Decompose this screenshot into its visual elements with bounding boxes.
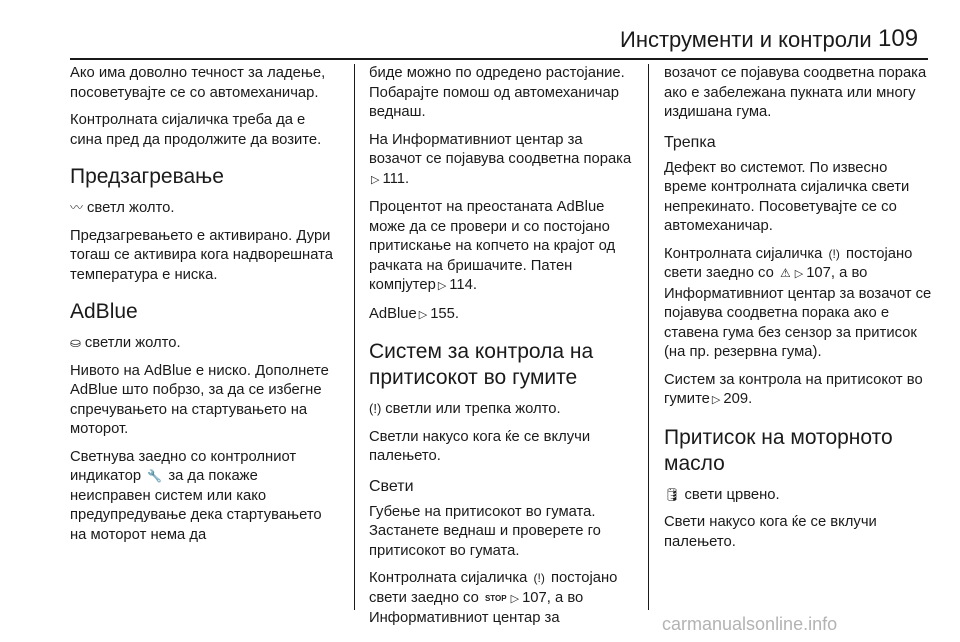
page-reference[interactable]: 209. — [723, 391, 753, 407]
watermark: carmanualsonline.info — [662, 614, 838, 634]
stop-icon: STOP — [484, 593, 507, 603]
warning-triangle-icon: ⚠ — [779, 266, 791, 280]
subheading-flashing: Трепка — [664, 133, 716, 151]
text: Процентот на преостаната AdBlue може да се провери и со постојано притискање на копчето на крајот од рачката на бришачите. Патен компјутер — [369, 199, 616, 293]
reference-arrow-icon: ▷ — [437, 280, 447, 292]
engine-wrench-icon: 🔧 — [147, 469, 163, 483]
text: Светнува заедно со контролниот индикатор — [70, 448, 297, 484]
text: На Информативниот центар за возачот се појавува соодветна порака — [369, 131, 632, 167]
header-rule — [70, 58, 928, 60]
column-3 — [664, 64, 932, 560]
column-divider-1 — [354, 64, 355, 610]
reference-arrow-icon: ▷ — [371, 173, 380, 186]
page-reference[interactable]: 107, а во Информативниот центар за возачот се појавува соодветна порака ако е ставена гума без сензор за притисок (на пр. резервна гума). — [664, 265, 932, 360]
adblue-icon: ⛀ — [70, 335, 81, 350]
paragraph: Контролната сијаличка треба да е сина пред да продолжите да возите. — [70, 112, 322, 148]
reference-arrow-icon: ▷ — [794, 268, 804, 280]
column-1 — [70, 64, 338, 553]
reference-arrow-icon: ▷ — [711, 394, 721, 406]
text: постојано свети заедно со — [369, 570, 618, 606]
page-number: 109 — [878, 25, 919, 52]
column-divider-2 — [648, 64, 649, 610]
paragraph — [369, 131, 637, 191]
tire-pressure-icon: (!) — [533, 571, 545, 585]
oil-can-icon: 🛢 — [664, 486, 681, 502]
paragraph: Предзагревањето е активирано. Дури тогаш се активира кога надворешната температура е ниска. — [70, 227, 333, 283]
glow-plug-icon: 〰 — [70, 200, 84, 215]
column-2 — [369, 64, 637, 637]
text: светли или трепка жолто. — [385, 401, 561, 417]
paragraph — [369, 198, 637, 297]
paragraph — [369, 305, 637, 326]
text: Контролната сијаличка — [369, 570, 528, 586]
paragraph: Дефект во системот. По извесно време контролната сијаличка свети непрекинато. Посоветувајте се со автомеханичар. — [664, 159, 910, 234]
text: Систем за контрола на притисокот во гумите — [664, 371, 923, 407]
paragraph — [664, 245, 932, 363]
section-title: Инструменти и контроли — [620, 27, 872, 52]
paragraph: Светли накусо кога ќе се вклучи палењето. — [369, 428, 591, 464]
paragraph — [664, 371, 932, 411]
paragraph — [369, 399, 637, 420]
text: Контролната сијаличка — [664, 245, 823, 262]
tire-pressure-icon: (!) — [369, 401, 382, 416]
paragraph: Свети накусо кога ќе се вклучи палењето. — [664, 514, 877, 550]
paragraph — [70, 448, 338, 546]
heading-oil-pressure: Притисок на моторното масло — [664, 425, 893, 475]
heading-tpms: Систем за контрола на притисокот во гумите — [369, 340, 594, 389]
page-reference[interactable]: 155. — [430, 305, 459, 322]
reference-arrow-icon: ▷ — [510, 592, 520, 605]
page-reference[interactable]: 107, а во Информативниот центар за — [369, 589, 584, 626]
heading-preheating: Предзагревање — [70, 165, 224, 188]
page-reference[interactable]: 111. — [382, 170, 410, 187]
paragraph: Ако има доволно течност за ладење, посоветувајте се со автомеханичар. — [70, 65, 326, 101]
paragraph — [369, 569, 637, 629]
tire-pressure-icon: (!) — [828, 246, 840, 261]
paragraph — [664, 485, 932, 506]
reference-arrow-icon: ▷ — [418, 308, 428, 321]
text: за да покаже неисправен систем или како предупредување дека стартувањето на моторот нема да — [70, 468, 322, 543]
subheading-lit: Свети — [369, 477, 414, 495]
text: светл жолто. — [87, 200, 175, 216]
paragraph: Нивото на AdBlue е ниско. Дополнете AdBlue што побрзо, за да се избегне спречувањето на стартувањето на моторот. — [70, 362, 329, 437]
heading-adblue: AdBlue — [70, 300, 138, 323]
text: светли жолто. — [84, 335, 181, 351]
text: AdBlue — [369, 305, 417, 322]
paragraph — [70, 198, 338, 219]
paragraph: биде можно по одредено растојание. Побарајте помош од автомеханичар веднаш. — [369, 65, 625, 120]
text: постојано свети заедно со — [664, 245, 913, 281]
paragraph: возачот се појавува соодветна порака ако е забележана пукната или многу издишана гума. — [664, 65, 927, 120]
text: свети црвено. — [684, 486, 780, 503]
paragraph: Губење на притисокот во гумата. Застанете веднаш и проверете го притисокот во гумата. — [369, 503, 601, 559]
page-reference[interactable]: 114. — [449, 277, 477, 293]
paragraph — [70, 333, 338, 354]
